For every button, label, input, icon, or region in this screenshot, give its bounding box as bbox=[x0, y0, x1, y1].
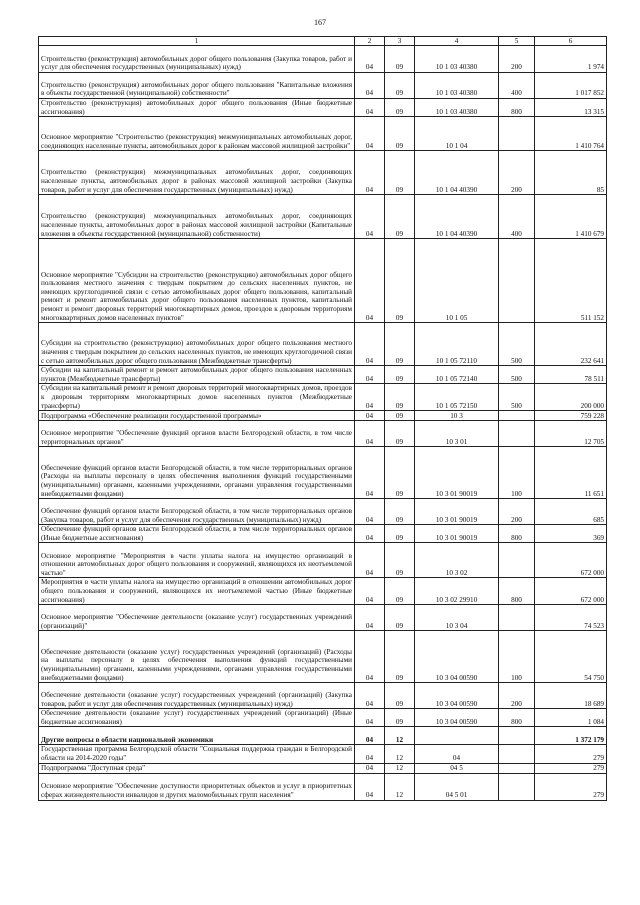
item-name: Мероприятия в части уплаты налога на имущество организаций в отношении автомобильных дорог общего пользования и сооружений, являющихся их неотъемлемой частью (Иные бюджетные ассигнования) bbox=[39, 578, 355, 605]
table-row bbox=[39, 683, 607, 709]
section-code: 04 bbox=[355, 525, 385, 543]
section-code: 04 bbox=[355, 46, 385, 73]
expense-type-code: 100 bbox=[499, 447, 535, 499]
item-name: Обеспечение деятельности (оказание услуг) государственных учреждений (организаций) (Расходы на выплаты персоналу в целях обеспечения выполнения функций государственными (муниципальными) органами, казенными учреждениями, органами управления государственными внебюджетными фондами) bbox=[39, 631, 355, 683]
header-col-2: 2 bbox=[355, 37, 385, 46]
expense-type-code: 500 bbox=[499, 384, 535, 411]
expense-type-code: 400 bbox=[499, 73, 535, 99]
table-row bbox=[39, 239, 607, 323]
subsection-code: 09 bbox=[385, 421, 415, 447]
item-name: Основное мероприятие "Субсидии на строительство (реконструкцию) автомобильных дорог общего пользования местного значения с твердым покрытием до сельских населенных пунктов, не имеющих круглогодичной связи с сетью автомобильных дорог общего пользования, капитальный ремонт и ремонт автомобильных дорог общего пользования населенных пунктов, капитальный ремонт и ремонт дворовых территорий многоквартирных домов, проездов к дворовым территориям многоквартирных домов населенных пунктов" bbox=[39, 239, 355, 323]
expense-type-code: 500 bbox=[499, 366, 535, 384]
table-row bbox=[39, 447, 607, 499]
section-code: 04 bbox=[355, 151, 385, 195]
header-row bbox=[39, 37, 607, 46]
target-article-code bbox=[415, 727, 499, 745]
target-article-code: 10 1 04 40390 bbox=[415, 195, 499, 239]
amount: 1 372 179 bbox=[535, 727, 607, 745]
item-name: Другие вопросы в области национальной экономики bbox=[39, 727, 355, 745]
expense-type-code: 200 bbox=[499, 46, 535, 73]
subsection-code: 09 bbox=[385, 323, 415, 366]
budget-table bbox=[38, 36, 607, 801]
target-article-code: 10 3 01 90019 bbox=[415, 447, 499, 499]
target-article-code: 10 3 01 90019 bbox=[415, 525, 499, 543]
section-code: 04 bbox=[355, 683, 385, 709]
expense-type-code bbox=[499, 117, 535, 151]
amount: 78 511 bbox=[535, 366, 607, 384]
subsection-code: 09 bbox=[385, 525, 415, 543]
amount: 200 000 bbox=[535, 384, 607, 411]
target-article-code: 10 1 03 40380 bbox=[415, 99, 499, 117]
subsection-code: 09 bbox=[385, 239, 415, 323]
item-name: Обеспечение функций органов власти Белгородской области, в том числе территориальных органов (Закупка товаров, работ и услуг для обеспечения государственных (муниципальных) нужд) bbox=[39, 499, 355, 525]
table-row bbox=[39, 117, 607, 151]
item-name: Строительство (реконструкция) автомобильных дорог общего пользования "Капитальные вложения в объекты государственной (муниципальной) собственности" bbox=[39, 73, 355, 99]
target-article-code: 10 1 03 40380 bbox=[415, 73, 499, 99]
section-code: 04 bbox=[355, 578, 385, 605]
amount: 12 705 bbox=[535, 421, 607, 447]
item-name: Основное мероприятие "Строительство (реконструкция) межмуниципальных автомобильных дорог, соединяющих населенные пункты, автомобильных дорог к районам массовой жилищной застройки" bbox=[39, 117, 355, 151]
subsection-code: 09 bbox=[385, 195, 415, 239]
target-article-code: 10 1 04 bbox=[415, 117, 499, 151]
amount: 74 523 bbox=[535, 605, 607, 631]
section-code: 04 bbox=[355, 384, 385, 411]
table-row bbox=[39, 763, 607, 773]
target-article-code: 10 1 05 72110 bbox=[415, 323, 499, 366]
subsection-code: 09 bbox=[385, 683, 415, 709]
item-name: Основное мероприятие "Обеспечение деятельности (оказание услуг) государственных учреждений (организаций)" bbox=[39, 605, 355, 631]
item-name: Строительство (реконструкция) автомобильных дорог общего пользования (Иные бюджетные ассигнования) bbox=[39, 99, 355, 117]
section-code: 04 bbox=[355, 73, 385, 99]
expense-type-code bbox=[499, 239, 535, 323]
table-row bbox=[39, 773, 607, 800]
header-col-1: 1 bbox=[39, 37, 355, 46]
header-col-4: 4 bbox=[415, 37, 499, 46]
expense-type-code bbox=[499, 605, 535, 631]
subsection-code: 09 bbox=[385, 447, 415, 499]
section-code: 04 bbox=[355, 605, 385, 631]
section-code: 04 bbox=[355, 763, 385, 773]
table-body bbox=[39, 46, 607, 801]
subsection-code: 09 bbox=[385, 366, 415, 384]
table-row bbox=[39, 323, 607, 366]
table-row bbox=[39, 499, 607, 525]
expense-type-code: 500 bbox=[499, 323, 535, 366]
expense-type-code: 200 bbox=[499, 499, 535, 525]
amount: 511 152 bbox=[535, 239, 607, 323]
table-row bbox=[39, 745, 607, 763]
subsection-code: 09 bbox=[385, 411, 415, 421]
expense-type-code bbox=[499, 745, 535, 763]
table-row bbox=[39, 578, 607, 605]
amount: 279 bbox=[535, 763, 607, 773]
subsection-code: 09 bbox=[385, 384, 415, 411]
target-article-code: 10 1 05 72150 bbox=[415, 384, 499, 411]
subsection-code: 09 bbox=[385, 73, 415, 99]
table-row bbox=[39, 195, 607, 239]
item-name: Строительство (реконструкция) межмуниципальных автомобильных дорог, соединяющих населенные пункты, автомобильных дорог в районах массовой жилищной застройки (Капитальные вложения в объекты государственной (муниципальной) собственности) bbox=[39, 195, 355, 239]
section-code: 04 bbox=[355, 195, 385, 239]
table-row bbox=[39, 151, 607, 195]
item-name: Обеспечение деятельности (оказание услуг) государственных учреждений (организаций) (Закупка товаров, работ и услуг для обеспечения государственных (муниципальных) нужд) bbox=[39, 683, 355, 709]
amount: 1 084 bbox=[535, 709, 607, 727]
item-name: Строительство (реконструкция) межмуниципальных автомобильных дорог, соединяющих населенные пункты, автомобильных дорог в районах массовой жилищной застройки (Закупка товаров, работ и услуг для обеспечения государственных (муниципальных) нужд) bbox=[39, 151, 355, 195]
item-name: Обеспечение функций органов власти Белгородской области, в том числе территориальных органов (Расходы на выплаты персоналу в целях обеспечения выполнения функций государственными (муниципальными) органами, казенными учреждениями, органами управления государственными внебюджетными фондами) bbox=[39, 447, 355, 499]
expense-type-code: 800 bbox=[499, 709, 535, 727]
target-article-code: 04 5 01 bbox=[415, 773, 499, 800]
section-code: 04 bbox=[355, 323, 385, 366]
subsection-code: 12 bbox=[385, 745, 415, 763]
subsection-code: 09 bbox=[385, 151, 415, 195]
amount: 1 410 764 bbox=[535, 117, 607, 151]
target-article-code: 10 3 04 00590 bbox=[415, 631, 499, 683]
section-code: 04 bbox=[355, 366, 385, 384]
subsection-code: 09 bbox=[385, 99, 415, 117]
expense-type-code bbox=[499, 421, 535, 447]
subsection-code: 09 bbox=[385, 578, 415, 605]
table-row bbox=[39, 543, 607, 578]
target-article-code: 10 3 04 bbox=[415, 605, 499, 631]
subsection-code: 09 bbox=[385, 631, 415, 683]
amount: 1 017 852 bbox=[535, 73, 607, 99]
section-code: 04 bbox=[355, 631, 385, 683]
amount: 11 651 bbox=[535, 447, 607, 499]
target-article-code: 10 3 01 bbox=[415, 421, 499, 447]
page-number: 167 bbox=[314, 18, 326, 27]
expense-type-code bbox=[499, 773, 535, 800]
item-name: Подпрограмма «Обеспечение реализации государственной программы» bbox=[39, 411, 355, 421]
target-article-code: 10 3 04 00590 bbox=[415, 709, 499, 727]
item-name: Субсидии на капитальный ремонт и ремонт автомобильных дорог общего пользования населенных пунктов (Межбюджетные трансферты) bbox=[39, 366, 355, 384]
expense-type-code: 800 bbox=[499, 578, 535, 605]
table-row bbox=[39, 46, 607, 73]
target-article-code: 10 1 05 bbox=[415, 239, 499, 323]
item-name: Субсидии на капитальный ремонт и ремонт дворовых территорий многоквартирных домов, проездов к дворовым территориям многоквартирных домов населенных пунктов (Межбюджетные трансферты) bbox=[39, 384, 355, 411]
table-row bbox=[39, 366, 607, 384]
amount: 279 bbox=[535, 745, 607, 763]
item-name: Подпрограмма "Доступная среда" bbox=[39, 763, 355, 773]
table-row bbox=[39, 73, 607, 99]
expense-type-code bbox=[499, 543, 535, 578]
table-row bbox=[39, 411, 607, 421]
expense-type-code: 800 bbox=[499, 525, 535, 543]
target-article-code: 10 3 01 90019 bbox=[415, 499, 499, 525]
item-name: Государственная программа Белгородской области "Социальная поддержка граждан в Белгородской области на 2014-2020 годы" bbox=[39, 745, 355, 763]
header-col-3: 3 bbox=[385, 37, 415, 46]
table-row bbox=[39, 99, 607, 117]
target-article-code: 04 bbox=[415, 745, 499, 763]
item-name: Строительство (реконструкция) автомобильных дорог общего пользования (Закупка товаров, работ и услуг для обеспечения государственных (муниципальных) нужд) bbox=[39, 46, 355, 73]
section-code: 04 bbox=[355, 727, 385, 745]
target-article-code: 10 3 02 bbox=[415, 543, 499, 578]
subsection-code: 12 bbox=[385, 773, 415, 800]
target-article-code: 04 5 bbox=[415, 763, 499, 773]
amount: 54 750 bbox=[535, 631, 607, 683]
expense-type-code: 400 bbox=[499, 195, 535, 239]
expense-type-code bbox=[499, 727, 535, 745]
item-name: Основное мероприятие "Мероприятия в части уплаты налога на имущество организаций в отношении автомобильных дорог общего пользования и сооружений, являющихся их неотъемлемой частью" bbox=[39, 543, 355, 578]
target-article-code: 10 1 05 72140 bbox=[415, 366, 499, 384]
item-name: Основное мероприятие "Обеспечение доступности приоритетных объектов и услуг в приоритетных сферах жизнедеятельности инвалидов и других маломобильных групп населения" bbox=[39, 773, 355, 800]
target-article-code: 10 3 04 00590 bbox=[415, 683, 499, 709]
subsection-code: 09 bbox=[385, 117, 415, 151]
target-article-code: 10 3 02 29910 bbox=[415, 578, 499, 605]
expense-type-code: 100 bbox=[499, 631, 535, 683]
header-col-6: 6 bbox=[535, 37, 607, 46]
item-name: Основное мероприятие "Обеспечение функций органов власти Белгородской области, в том числе территориальных органов" bbox=[39, 421, 355, 447]
header-col-5: 5 bbox=[499, 37, 535, 46]
subsection-code: 12 bbox=[385, 763, 415, 773]
subsection-code: 09 bbox=[385, 605, 415, 631]
expense-type-code: 200 bbox=[499, 683, 535, 709]
amount: 369 bbox=[535, 525, 607, 543]
section-code: 04 bbox=[355, 99, 385, 117]
amount: 759 228 bbox=[535, 411, 607, 421]
amount: 279 bbox=[535, 773, 607, 800]
expense-type-code bbox=[499, 763, 535, 773]
table-row bbox=[39, 605, 607, 631]
subsection-code: 09 bbox=[385, 46, 415, 73]
expense-type-code: 800 bbox=[499, 99, 535, 117]
section-code: 04 bbox=[355, 421, 385, 447]
amount: 1 410 679 bbox=[535, 195, 607, 239]
amount: 672 000 bbox=[535, 543, 607, 578]
amount: 672 000 bbox=[535, 578, 607, 605]
amount: 685 bbox=[535, 499, 607, 525]
amount: 13 315 bbox=[535, 99, 607, 117]
section-code: 04 bbox=[355, 499, 385, 525]
expense-type-code: 200 bbox=[499, 151, 535, 195]
section-code: 04 bbox=[355, 411, 385, 421]
target-article-code: 10 1 03 40380 bbox=[415, 46, 499, 73]
amount: 1 974 bbox=[535, 46, 607, 73]
table-row bbox=[39, 727, 607, 745]
table-row bbox=[39, 384, 607, 411]
target-article-code: 10 3 bbox=[415, 411, 499, 421]
table-row bbox=[39, 525, 607, 543]
table-row bbox=[39, 709, 607, 727]
amount: 232 641 bbox=[535, 323, 607, 366]
section-code: 04 bbox=[355, 447, 385, 499]
section-code: 04 bbox=[355, 117, 385, 151]
item-name: Обеспечение деятельности (оказание услуг) государственных учреждений (организаций) (Иные бюджетные ассигнования) bbox=[39, 709, 355, 727]
section-code: 04 bbox=[355, 543, 385, 578]
target-article-code: 10 1 04 40390 bbox=[415, 151, 499, 195]
subsection-code: 09 bbox=[385, 709, 415, 727]
amount: 18 689 bbox=[535, 683, 607, 709]
subsection-code: 12 bbox=[385, 727, 415, 745]
section-code: 04 bbox=[355, 709, 385, 727]
table-row bbox=[39, 631, 607, 683]
section-code: 04 bbox=[355, 745, 385, 763]
table-row bbox=[39, 421, 607, 447]
expense-type-code bbox=[499, 411, 535, 421]
item-name: Обеспечение функций органов власти Белгородской области, в том числе территориальных органов (Иные бюджетные ассигнования) bbox=[39, 525, 355, 543]
subsection-code: 09 bbox=[385, 499, 415, 525]
section-code: 04 bbox=[355, 239, 385, 323]
item-name: Субсидии на строительство (реконструкцию) автомобильных дорог общего пользования местного значения с твердым покрытием до сельских населенных пунктов, не имеющих круглогодичной связи с сетью автомобильных дорог общего пользования (Межбюджетные трансферты) bbox=[39, 323, 355, 366]
amount: 85 bbox=[535, 151, 607, 195]
section-code: 04 bbox=[355, 773, 385, 800]
subsection-code: 09 bbox=[385, 543, 415, 578]
